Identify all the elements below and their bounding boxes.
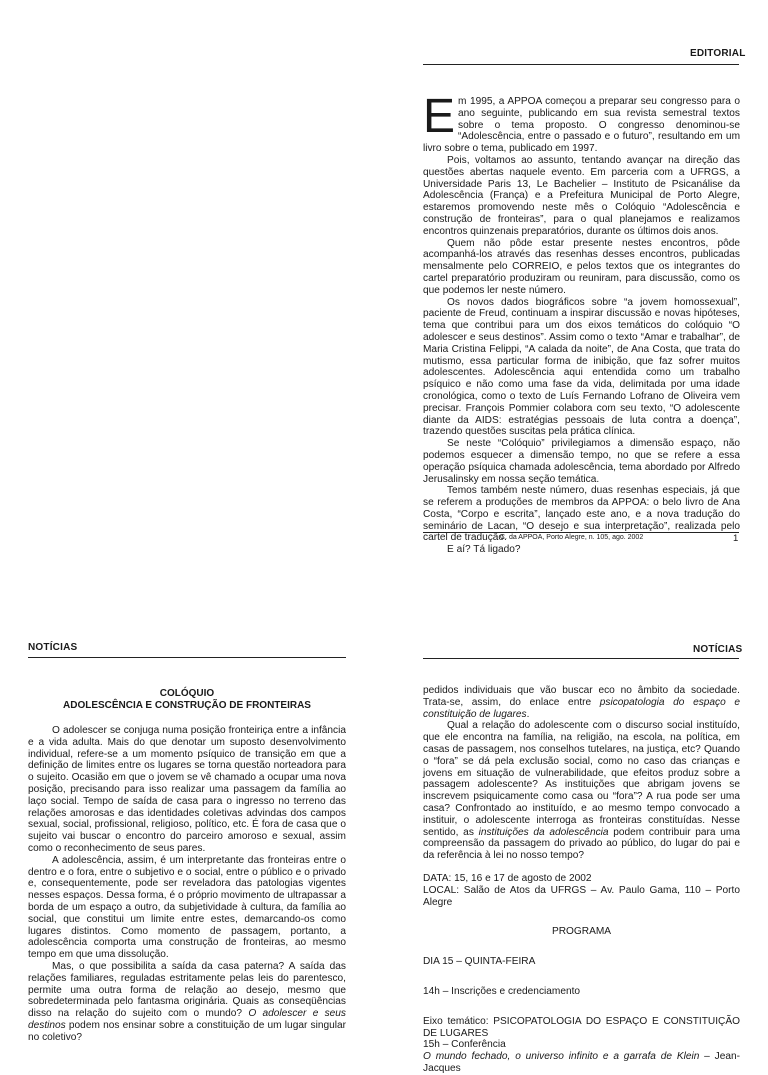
section-header-noticias-right: NOTÍCIAS — [693, 644, 743, 655]
article-title: COLÓQUIO — [159, 688, 215, 699]
program-theme: Eixo temático: PSICOPATOLOGIA DO ESPAÇO E CONSTITUIÇÃO DE LUGARES — [423, 1015, 740, 1039]
page-number: 1 — [733, 533, 739, 544]
event-location: LOCAL: Salão de Atos da UFRGS – Av. Paulo Gama, 110 – Porto Alegre — [423, 884, 740, 908]
event-date: DATA: 15, 16 e 17 de agosto de 2002 — [423, 872, 592, 884]
article-paragraph: pedidos individuais que vão buscar eco no âmbito da sociedade. Trata-se, assim, do enlace entre psicopatologia do espaço e constituição de lugares. — [423, 685, 740, 720]
editorial-paragraph: Pois, voltamos ao assunto, tentando avançar na direção das questões abertas naquele evento. Em parceria com a UFRGS, a Universidade Paris 13, Le Bachelier – Instituto de Psicanálise da Adolescência (França) e a Prefeitura Municipal de Porto Alegre, estaremos promovendo neste mês o Colóquio “Adolescência e construção de fronteiras”, para o qual planejamos e realizamos encontros quinzenais preparatórios, durante os últimos dois anos. — [423, 154, 740, 237]
header-rule — [423, 64, 739, 65]
editorial-paragraph: Temos também neste número, duas resenhas especiais, já que se referem a produções de membros da APPOA: o belo livro de Ana Costa, “Corpo e escrita”, lançado este ano, e a nova tradução do seminário de Lacan, “O desejo e sua interpretação”, realizada pelo cartel de tradução. — [423, 485, 740, 544]
header-rule — [423, 658, 739, 659]
article-paragraph: O adolescer se conjuga numa posição fronteiriça entre a infância e a vida adulta. Mais do que denotar um suposto desenvolvimento individual, refere-se a um momento psíquico de transição em que a definição de limites entre os lugares se torna questão norteadora para o sujeito. Ocasião em que o jovem se vê chamado a ocupar uma nova posição, precisando para isso realizar uma passagem da família ao laço social. Tempo de saída de casa para o ingresso no terreno das relações amorosas e das identidades coletivas advindas dos campos sexual, social, profissional, religioso, político, etc. É fora de casa que o sujeito vai buscar o encontro do parceiro amoroso e sexual, assim como o reconhecimento de seus pares. — [28, 725, 346, 854]
drop-cap: E — [423, 90, 456, 143]
editorial-paragraph: Em 1995, a APPOA começou a preparar seu congresso para o ano seguinte, publicando em sua revista semestral textos sobre o tema proposto. O congresso denominou-se “Adolescência, entre o passado e o futuro”, resultando em um livro sobre o tema, publicado em 1997. — [423, 90, 740, 155]
footer-citation: C. da APPOA, Porto Alegre, n. 105, ago. 2002 — [500, 534, 644, 541]
program-day: DIA 15 – QUINTA-FEIRA — [423, 956, 536, 968]
program-item: O mundo fechado, o universo infinito e a garrafa de Klein – Jean-Jacques — [423, 1051, 740, 1074]
footer-rule — [423, 532, 739, 533]
program-item: 15h – Conferência — [423, 1039, 506, 1051]
editorial-paragraph: E aí? Tá ligado? — [447, 544, 521, 556]
editorial-paragraph: Se neste “Colóquio” privilegiamos a dimensão espaço, não podemos esquecer a dimensão tempo, no que se refere a essa operação psíquica chamada adolescência, tema abordado por Alfredo Jerusalinsky em nossa seção temática. — [423, 438, 740, 485]
noticias-right-body — [423, 685, 740, 1075]
section-header-noticias-left: NOTÍCIAS — [28, 642, 78, 653]
editorial-body — [423, 90, 740, 556]
article-paragraph: A adolescência, assim, é um interpretante das fronteiras entre o dentro e o fora, entre o subjetivo e o social, entre o público e o privado e, consequentemente, pode ser reveladora das patologias vigentes nesses espaços. Dessa forma, é o próprio movimento de ultrapassar a borda de um espaço a outro, da subjetividade à cultura, da família ao social, que constitui um limite entre estes, demarcando-os como lugares distintos. Como momento de passagem, portanto, a adolescência comporta uma construção de fronteiras, ao mesmo tempo em que uma dissolução. — [28, 854, 346, 961]
program-heading: PROGRAMA — [551, 926, 612, 938]
article-subtitle: ADOLESCÊNCIA E CONSTRUÇÃO DE FRONTEIRAS — [63, 700, 311, 711]
editorial-paragraph: Quem não pôde estar presente nestes encontros, pôde acompanhá-los através das resenhas desses encontros, publicadas mensalmente pelo CORREIO, e pelos textos que os integrantes do cartel preparatório produziram ou reuniram, para discussão, como os que podemos ler neste número. — [423, 237, 740, 296]
article-paragraph: Qual a relação do adolescente com o discurso social instituído, que ele encontra na família, na religião, na escola, na política, em casas de passagem, nos conselhos tutelares, na justiça, etc? Quando o “fora” se dá pela exclusão social, como no caso das crianças e jovens em situação de vulnerabilidade, que efeitos produz sobre a passagem adolescente? As instituições que abrigam jovens se inscrevem psiquicamente como casa ou “fora”? A rua pode ser uma casa? Confrontado ao instituído, e ao mesmo tempo convocado a instituir, o adolescente interroga as fronteiras constituídas. Nesse sentido, as instituições da adolescência podem contribuir para uma compreensão da passagem do privado ao público, do lugar do pai e da referência à lei no nosso tempo? — [423, 720, 740, 862]
noticias-left-body — [28, 688, 346, 1044]
editorial-paragraph: Os novos dados biográficos sobre “a jovem homossexual”, paciente de Freud, continuam a inspirar discussão e novas hipóteses, tema que contribui para um dos eixos temáticos do colóquio “O adolescer e seus destinos”. Assim como o texto “Amar e trabalhar”, de Maria Cristina Felippi, “A calada da noite”, de Ana Costa, que trata do mutismo, essa particular forma de inibição, que faz sofrer muitos adolescentes. Adolescência aqui entendida como um trabalho psíquico e não como uma fase da vida, delimitada por uma idade cronológica, como o texto de Luís Fernando Lofrano de Oliveira vem precisar. François Pommier colabora com seu texto, “O adolescente diante da AIDS: estratégias pessoais de luta contra a doença”, trazendo questões suscitas pela prática clínica. — [423, 296, 740, 438]
header-rule — [28, 657, 346, 658]
section-header-editorial: EDITORIAL — [690, 48, 746, 59]
article-paragraph: Mas, o que possibilita a saída da casa paterna? A saída das relações familiares, reguladas estritamente pelas leis do parentesco, permite uma outra forma de relação ao desejo, mesmo que sobredeterminada pelo fantasma originária. Quais as conseqüências disso na relação do sujeito com o mundo? O adolescer e seus destinos podem nos ensinar sobre a constituição de um lugar singular no coletivo? — [28, 960, 346, 1043]
program-item: 14h – Inscrições e credenciamento — [423, 985, 581, 997]
